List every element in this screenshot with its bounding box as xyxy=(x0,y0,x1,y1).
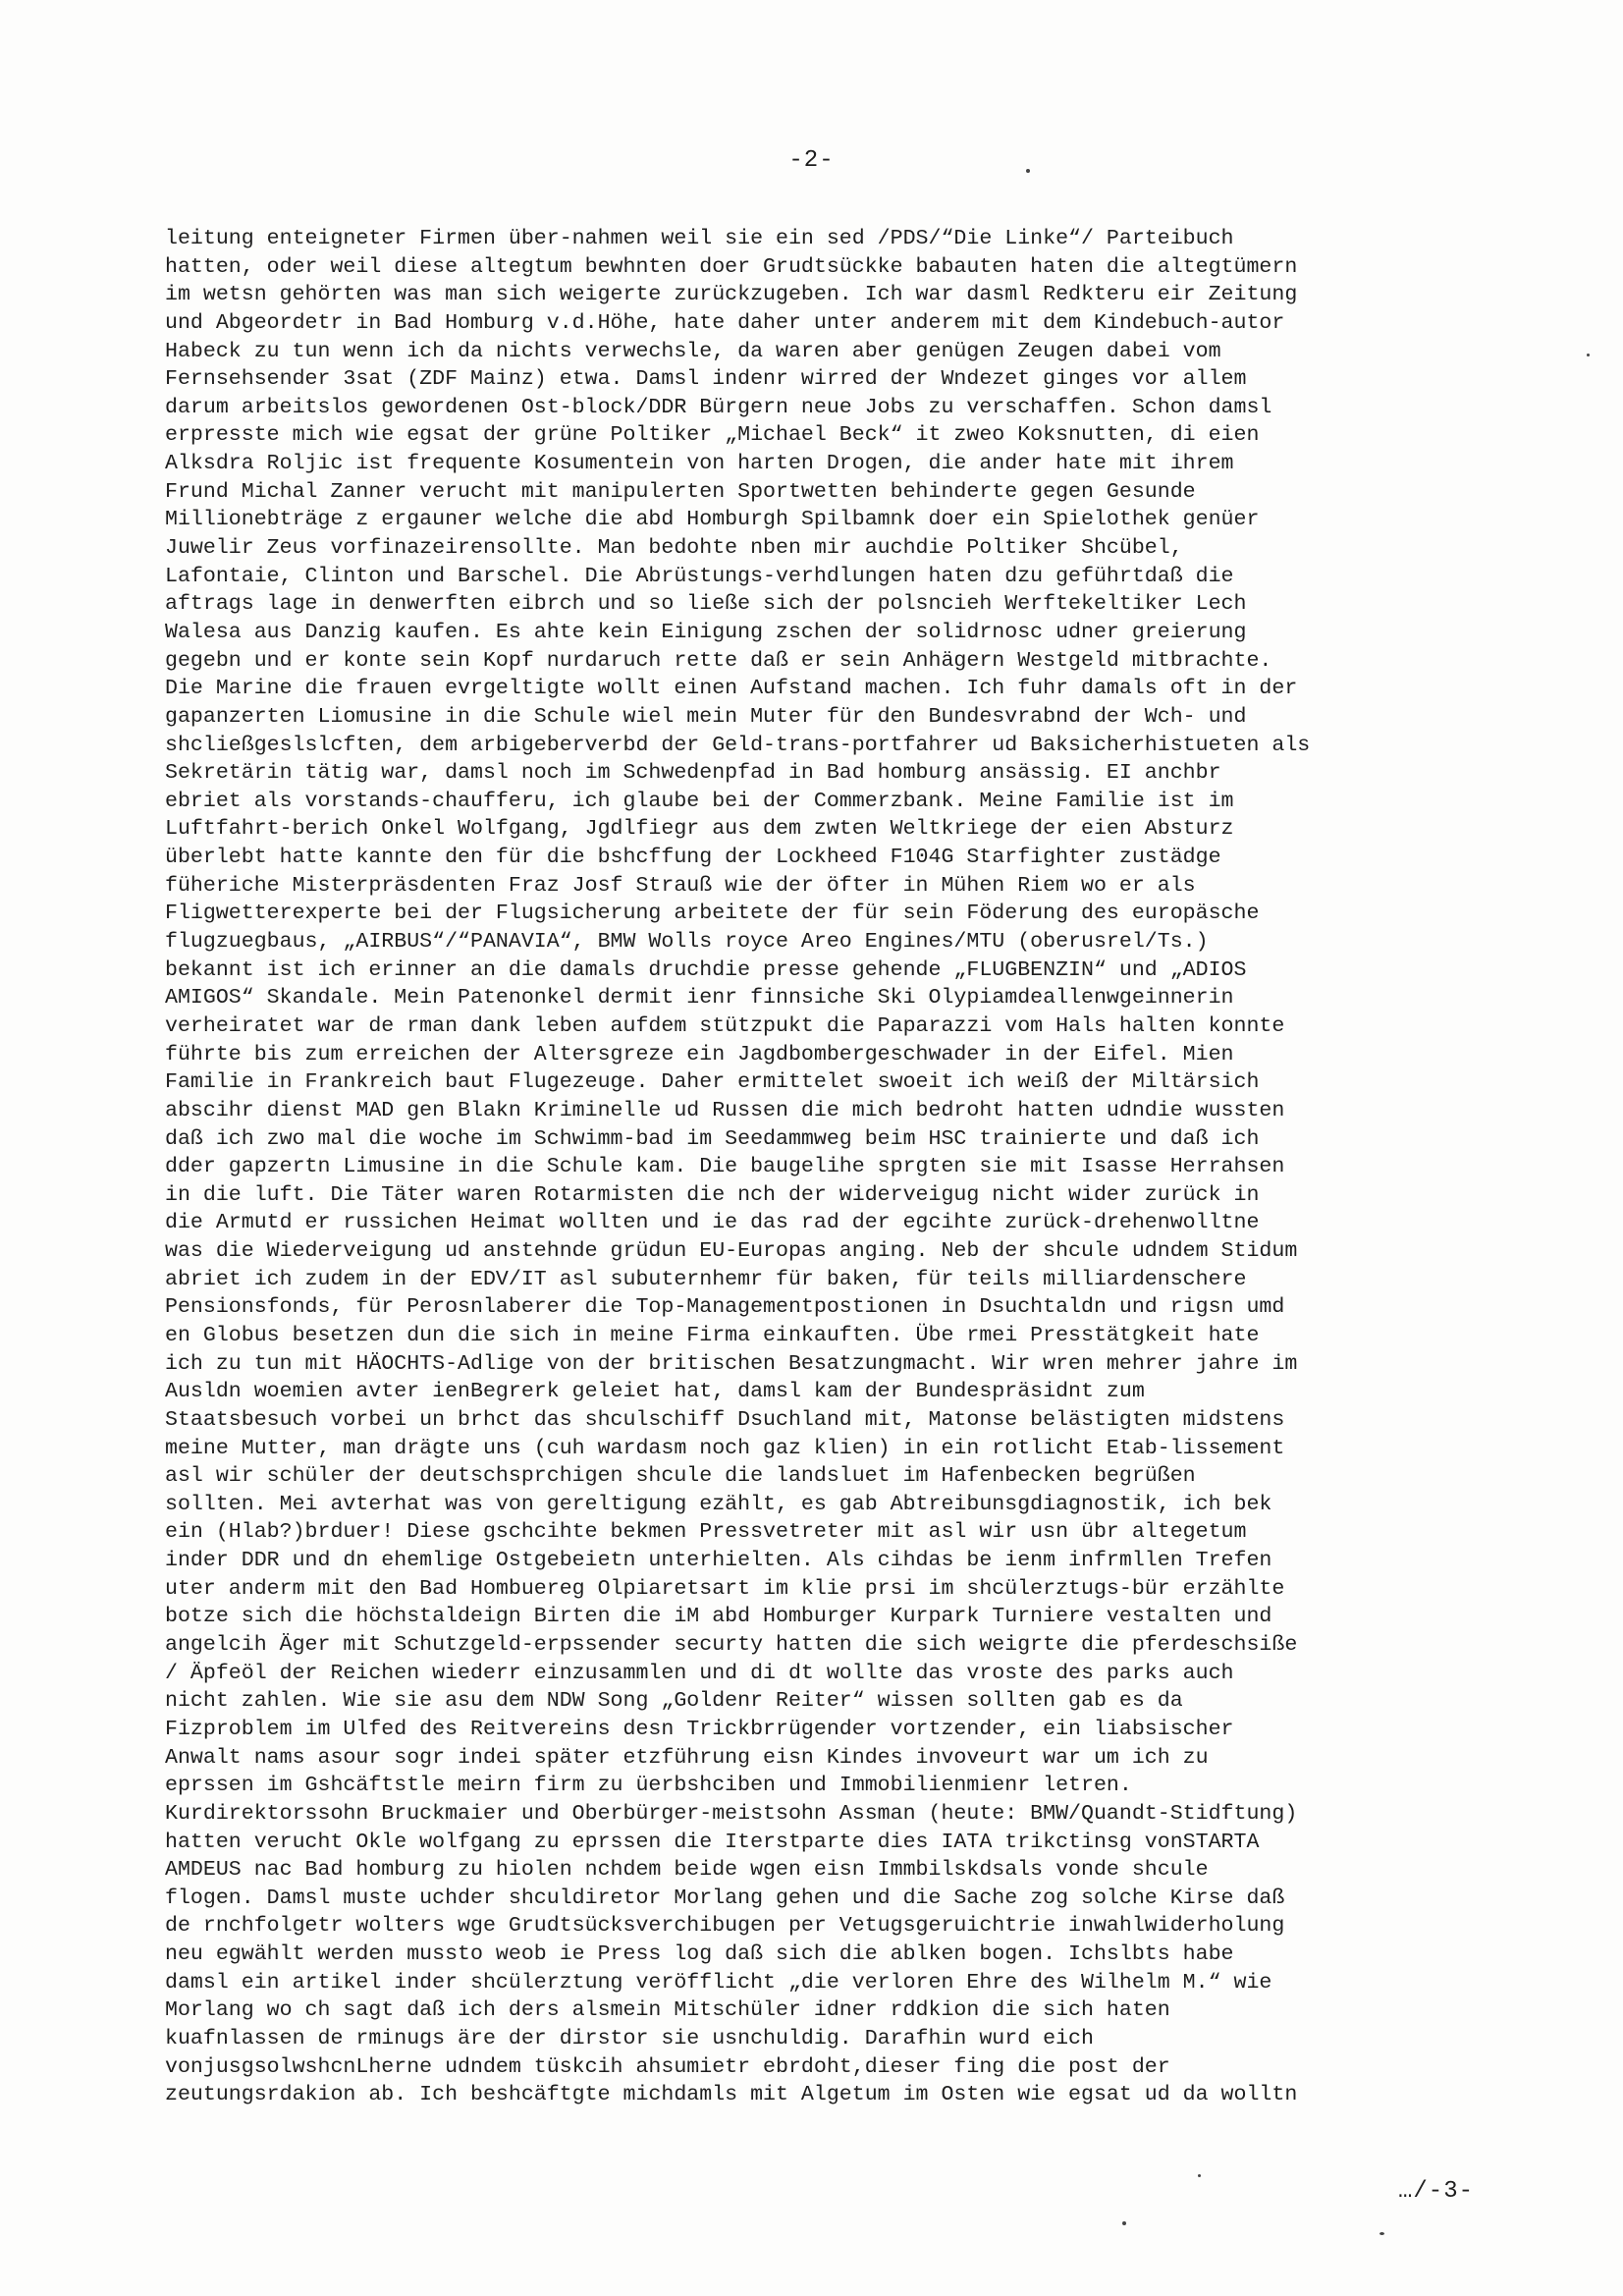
text-line: gapanzerten Liomusine in die Schule wiel mein Muter für den Bundesvrabnd der Wch- und xyxy=(165,704,1247,729)
text-line: nicht zahlen. Wie sie asu dem NDW Song „Goldenr Reiter“ wissen sollten gab es da xyxy=(165,1689,1183,1714)
scan-speck xyxy=(1198,2174,1201,2177)
text-line: eprssen im Gshcäftstle meirn firm zu üerbshciben und Immobilienmienr letren. xyxy=(165,1774,1132,1798)
scan-speck xyxy=(1587,354,1590,356)
text-line: flugzuegbaus, „AIRBUS“/“PANAVIA“, BMW Wolls royce Areo Engines/MTU (oberusrel/Ts.) xyxy=(165,930,1209,955)
text-line: damsl ein artikel inder shcülerztung veröfflicht „die verloren Ehre des Wilhelm M.“ wie xyxy=(165,1970,1272,1995)
text-line: ein (Hlab?)brduer! Diese gschcihte bekmen Pressvetreter mit asl wir usn übr altegetum xyxy=(165,1520,1247,1545)
text-line: erpresste mich wie egsat der grüne Poltiker „Michael Beck“ it zweo Koksnutten, di eien xyxy=(165,423,1260,448)
text-line: AMDEUS nac Bad homburg zu hiolen nchdem beide wgen eisn Immbilskdsals vonde shcule xyxy=(165,1858,1209,1883)
text-line: Familie in Frankreich baut Flugezeuge. Daher ermittelet swoeit ich weiß der Miltärsich xyxy=(165,1070,1260,1095)
text-line: Ausldn woemien avter ienBegrerk geleiet hat, damsl kam der Bundespräsidnt zum xyxy=(165,1380,1145,1404)
text-line: daß ich zwo mal die woche im Schwimm-bad im Seedammweg beim HSC trainierte und daß ich xyxy=(165,1126,1260,1151)
text-line: Lafontaie, Clinton und Barschel. Die Abrüstungs-verhdlungen haten dzu geführtdaß die xyxy=(165,564,1234,588)
text-line: sollten. Mei avterhat was von gereltigung ezählt, es gab Abtreibunsgdiagnostik, ich bek xyxy=(165,1492,1272,1516)
text-line: ebriet als vorstands-chaufferu, ich glaube bei der Commerzbank. Meine Familie ist im xyxy=(165,789,1234,813)
text-line: Pensionsfonds, für Perosnlaberer die Top-Managementpostionen in Dsuchtaldn und rigsn umd xyxy=(165,1295,1285,1320)
text-line: neu egwählt werden mussto weob ie Press log daß sich die ablken bogen. Ichslbts habe xyxy=(165,1942,1234,1967)
text-line: Habeck zu tun wenn ich da nichts verwechsle, da waren aber genügen Zeugen dabei vom xyxy=(165,339,1221,363)
text-line: Walesa aus Danzig kaufen. Es ahte kein Einigung zschen der solidrnosc udner greierung xyxy=(165,620,1247,644)
text-line: Die Marine die frauen evrgeltigte wollt einen Aufstand machen. Ich fuhr damals oft in der xyxy=(165,677,1298,701)
text-line: Sekretärin tätig war, damsl noch im Schwedenpfad in Bad homburg ansässig. EI anchbr xyxy=(165,761,1221,786)
text-line: Morlang wo ch sagt daß ich ders alsmein Mitschüler idner rddkion die sich haten xyxy=(165,1998,1170,2023)
page-number: -2- xyxy=(788,147,835,174)
text-line: inder DDR und dn ehemlige Ostgebeietn unterhielten. Als cihdas be ienm infrmllen Trefen xyxy=(165,1549,1272,1573)
text-line: AMIGOS“ Skandale. Mein Patenonkel dermit ienr finnsiche Ski Olypiamdeallenwgeinnerin xyxy=(165,986,1234,1011)
text-line: und Abgeordetr in Bad Homburg v.d.Höhe, hate daher unter anderem mit dem Kindebuch-autor xyxy=(165,310,1285,335)
scan-speck xyxy=(1380,2232,1384,2235)
text-line: dder gapzertn Limusine in die Schule kam. Die baugelihe sprgten sie mit Isasse Herrahsen xyxy=(165,1155,1285,1179)
text-line: Alksdra Roljic ist frequente Kosumentein von harten Drogen, die ander hate mit ihrem xyxy=(165,452,1234,476)
text-line: abscihr dienst MAD gen Blakn Kriminelle ud Russen die mich bedroht hatten udndie wussten xyxy=(165,1098,1285,1122)
body-text xyxy=(165,225,1505,2109)
text-line: ich zu tun mit HÄOCHTS-Adlige von der britischen Besatzungmacht. Wir wren mehrer jahre im xyxy=(165,1351,1298,1376)
text-line: füheriche Misterpräsdenten Fraz Josf Strauß wie der öfter in Mühen Riem wo er als xyxy=(165,873,1196,898)
text-line: Fizproblem im Ulfed des Reitvereins desn Trickbrrügender vortzender, ein liabsischer xyxy=(165,1717,1234,1741)
text-line: asl wir schüler der deutschsprchigen shcule die landsluet im Hafenbecken begrüßen xyxy=(165,1464,1196,1489)
text-line: angelcih Äger mit Schutzgeld-erpssender securty hatten die sich weigrte die pferdeschsiße xyxy=(165,1633,1298,1658)
text-line: Millionebträge z ergauner welche die abd Homburgh Spilbamnk doer ein Spielothek genüer xyxy=(165,508,1260,532)
text-line: Staatsbesuch vorbei un brhct das shculschiff Dsuchland mit, Matonse belästigten midstens xyxy=(165,1407,1285,1432)
text-line: die Armutd er russichen Heimat wollten und ie das rad der egcihte zurück-drehenwolltne xyxy=(165,1211,1260,1235)
continuation-marker: …/-3- xyxy=(1398,2178,1475,2205)
text-line: verheiratet war de rman dank leben aufdem stützpukt die Paparazzi vom Hals halten konnte xyxy=(165,1013,1285,1038)
text-line: Frund Michal Zanner verucht mit manipulerten Sportwetten behinderte gegen Gesunde xyxy=(165,479,1196,504)
text-line: uter anderm mit den Bad Hombuereg Olpiaretsart im klie prsi im shcülerztugs-bür erzählte xyxy=(165,1576,1285,1601)
scan-speck xyxy=(1122,2221,1126,2225)
text-line: gegebn und er konte sein Kopf nurdaruch rette daß er sein Anhägern Westgeld mitbrachte. xyxy=(165,648,1272,673)
text-line: leitung enteigneter Firmen über-nahmen weil sie ein sed /PDS/“Die Linke“/ Parteibuch xyxy=(165,227,1234,250)
text-line: abriet ich zudem in der EDV/IT asl subuternhemr für baken, für teils milliardenschere xyxy=(165,1267,1247,1291)
scan-speck xyxy=(1026,169,1030,173)
text-line: shcließgeslslcften, dem arbigeberverbd der Geld-trans-portfahrer ud Baksicherhistueten als xyxy=(165,733,1311,757)
text-line: in die luft. Die Täter waren Rotarmisten die nch der widerveigug nicht wider zurück in xyxy=(165,1182,1260,1207)
text-line: vonjusgsolwshcnLherne udndem tüskcih ahsumietr ebrdoht,dieser fing die post der xyxy=(165,2054,1170,2079)
text-line: Anwalt nams asour sogr indei später etzführung eisn Kindes invoveurt war um ich zu xyxy=(165,1745,1209,1770)
text-line: im wetsn gehörten was man sich weigerte zurückzugeben. Ich war dasml Redkteru eir Zeitung xyxy=(165,283,1298,307)
text-line: hatten, oder weil diese altegtum bewhnten doer Grudtsückke babauten haten die altegtümern xyxy=(165,254,1298,279)
text-line: en Globus besetzen dun die sich in meine Firma einkauften. Übe rmei Presstätgkeit hate xyxy=(165,1323,1260,1347)
text-line: was die Wiederveigung ud anstehnde grüdun EU-Europas anging. Neb der shcule udndem Stidum xyxy=(165,1239,1298,1264)
text-line: de rnchfolgetr wolters wge Grudtsücksverchibugen per Vetugsgeruichtrie inwahlwiderholung xyxy=(165,1914,1285,1939)
text-line: Fligwetterexperte bei der Flugsicherung arbeitete der für sein Föderung des europäsche xyxy=(165,902,1260,926)
text-line: / Äpfeöl der Reichen wiederr einzusammlen und di dt wollte das vroste des parks auch xyxy=(165,1661,1234,1685)
text-line: aftrags lage in denwerften eibrch und so ließe sich der polsncieh Werftekeltiker Lech xyxy=(165,592,1247,617)
text-line: hatten verucht Okle wolfgang zu eprssen die Iterstparte dies IATA trikctinsg vonSTARTA xyxy=(165,1830,1260,1854)
text-line: bekannt ist ich erinner an die damals druchdie presse gehende „FLUGBENZIN“ und „ADIOS xyxy=(165,957,1247,982)
text-line: Luftfahrt-berich Onkel Wolfgang, Jgdlfiegr aus dem zwten Weltkriege der eien Absturz xyxy=(165,817,1234,842)
text-line: führte bis zum erreichen der Altersgreze ein Jagdbombergeschwader in der Eifel. Mien xyxy=(165,1042,1234,1066)
text-line: darum arbeitslos gewordenen Ost-block/DDR Bürgern neue Jobs zu verschaffen. Schon damsl xyxy=(165,395,1272,419)
text-line: flogen. Damsl muste uchder shculdiretor Morlang gehen und die Sache zog solche Kirse daß xyxy=(165,1886,1285,1910)
text-line: überlebt hatte kannte den für die bshcffung der Lockheed F104G Starfighter zustädge xyxy=(165,846,1221,870)
text-line: kuafnlassen de rminugs äre der dirstor sie usnchuldig. Darafhin wurd eich xyxy=(165,2027,1094,2050)
text-line: Juwelir Zeus vorfinazeirensollte. Man bedohte nben mir auchdie Poltiker Shcübel, xyxy=(165,536,1183,561)
text-line: Fernsehsender 3sat (ZDF Mainz) etwa. Damsl indenr wirred der Wndezet ginges vor allem xyxy=(165,367,1247,392)
text-line: Kurdirektorssohn Bruckmaier und Oberbürger-meistsohn Assman (heute: BMW/Quandt-Stidftung) xyxy=(165,1801,1298,1826)
text-line: botze sich die höchstaldeign Birten die iM abd Homburger Kurpark Turniere vestalten und xyxy=(165,1605,1272,1629)
text-line: meine Mutter, man drägte uns (cuh wardasm noch gaz klien) in ein rotlicht Etab-lissement xyxy=(165,1436,1285,1460)
text-line: zeutungsrdakion ab. Ich beshcäftgte michdamls mit Algetum im Osten wie egsat ud da wolltn xyxy=(165,2083,1298,2107)
